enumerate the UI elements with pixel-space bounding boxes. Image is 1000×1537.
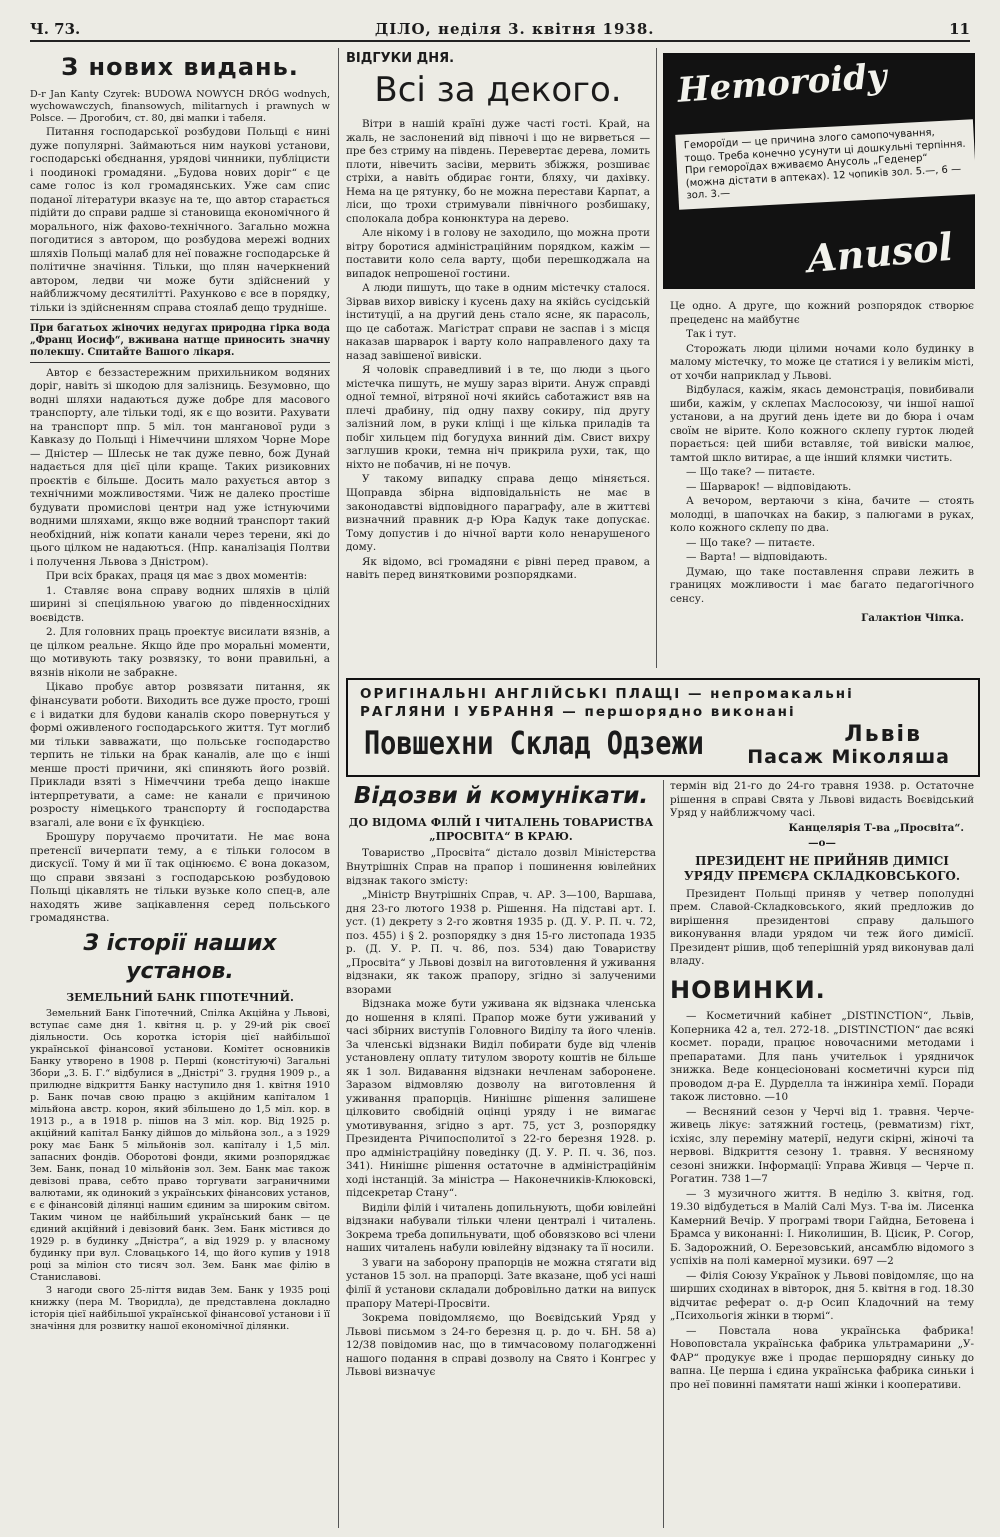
review-paragraph: 2. Для головних праць проектує висилати вязнів, а це цілком реальне. Якщо йде про моральні моменти, що мотивують таку розвязку, то вони правильні, а вязнів ніколи не забракне. [30, 626, 330, 679]
history-heading: З історії наших установ. [83, 930, 277, 985]
page-number: 11 [949, 20, 970, 38]
news-item-music: — З музичного життя. В неділю 3. квітня, год. 19.30 відбудеться в Малій Салі Муз. Т-ва ім. Лисенка Камерний Вечір. У програмі твори Гайдна, Бетовена і Брамса у виконанні: І. Николишин, В. Цісик, Р. Согор, Б. Задорожний, О. Березовський, ансамблю відомого з успіхів на полі камерної музики. 697 —2 [670, 1187, 974, 1268]
anusol-advertisement [663, 53, 975, 289]
anusol-ad-text: Гемороїди — це причина злого самопочування, тощо. Треба конечно усунути ці дошкульні терпіння. При гемороїдах вживаємо Анусоль „Геденер“ (можна дістати в аптеках). 12 чопиків зол. 5.—, 6 — зол. 3.— [675, 119, 976, 209]
feuilleton-continuation: Це одно. А друге, що кожний розпорядок створює прецеденс на майбутнє [670, 300, 974, 326]
prosvita-office-signature: Канцелярія Т-ва „Просвіта“. [788, 821, 964, 834]
book-reference: D-r Jan Kanty Czyrek: BUDOWA NOWYCH DRÓG wodnych, wychowawczych, finansowych, militarnych i prawnych w Polsce. — Дрогобич, ст. 80, дві мапки і табеля. [30, 89, 330, 125]
author-signature: Галактіон Чіпка. [861, 612, 964, 625]
feuilleton-continuation: — Що таке? — питаєте. [686, 536, 816, 549]
feuilleton-paragraph: Як відомо, всі громадяни є рівні перед правом, а навіть перед винятковими розпорядками. [346, 555, 650, 582]
feuilleton-paragraph: Я чоловік справедливий і в те, що люди з цього містечка пишуть, не мушу зараз вірити. Ануж справді одної темної, вітряної ночі якийсь саботажист вяв на плечі драбину, під одну пахву сокиру, під другу залізний лом, в руки кліщі і ще кілька приладів та побіг хильцем під богудуха винний дім. Свист вихру заглушив кроки, темна ніч прикрила рухи, так, що ніхто не побачив, ні не почув. [346, 364, 650, 471]
announcement-paragraph: Відзнака може бути уживана як відзнака членська до ношення в кляпі. Прапор може бути уживаний у часі збірних виступів Головного Виділу та його членів. За членські відзнаки Виділ побирати буде від членів установлену оплату титулом звороту коштів не більше як 1 зол. Видавання відзнаки нечленам заборонене. Заразом відмовляю дозволу на виготовлення й уживання прапорців. Нинішнє рішення залишене цілковито свобідній оцінці уряду і не вимагає умотивування, згідно з арт. 75, уст 3, розпорядку Президента Річипосполитої з 22-го березня 1928. р. про адміністраційну поведінку (Д. У. Р. П. ч. 36, поз. 341). Нинішнє рішення остаточне в адміністраційнім ході інстанцій. За міністра — Наконечників-Клюковскі, підсекретар Стану“. [346, 998, 656, 1200]
feuilleton-continuation: Так і тут. [686, 328, 737, 341]
announcements-heading: Відозви й комунікати. [353, 783, 649, 809]
review-paragraph: Автор є беззастережним прихильником водяних доріг, навіть зі шкодою для залізниць. Безумовно, що водні шляхи надаються дуже добре для масового транспорту, але тільки тоді, як є що возити. Рахувати на транспорт ппр. 5 міл. тон манганової руди з Кавказу до Польщі і Німеччини шляхом Чорне Море — Дністер — Шлеськ не так дуже певно, бож Дунай надається для цієї ціли краще. Таких ризиковних проєктів є більше. Досить мало рахується автор з технічними можливостями. Чиж не далеко простіше будувати промислові центри над уже істнуючими водними шляхами, якщо вже водний транспорт такий необхідний, ніж копати канали через терени, які до цього цілком не надаються. (Нпр. каналізація Полтви і получення Львова з Дністром). [30, 366, 330, 568]
feuilleton-continuation: Думаю, що таке поставлення справи лежить в границях можливости і має багато педагогічного сенсу. [670, 565, 974, 605]
review-paragraph: 1. Ставляє вона справу водних шляхів в цілій ширині зі спеціяльною увагою до південносхідних воєвідств. [30, 584, 330, 624]
feuilleton-continuation: — Шарварок! — відповідають. [686, 480, 852, 493]
new-publications-heading: З нових видань. [61, 53, 299, 81]
announcement-paragraph: „Міністр Внутрішніх Справ, ч. АР. 3—100, Варшава, дня 23-го лютого 1938 р. Рішення. На підставі арт. І. уст. (1) декрету з 2-го жовтня 1935 р. (Д. У. Р. П. ч. 72, поз. 455) і § 2. розпорядку з дня 15-го листопада 1935 р. (Д. У. Р. П. ч. 86, поз. 534) даю Товариству „Просвіта“ у Львові дозвіл на виготовлення й уживання відзнаки, як також прапору, згідно зі залученими взорами [346, 889, 656, 996]
clothing-store-advertisement [346, 678, 980, 777]
column-1 [30, 48, 330, 1533]
feuilleton-continuation: Відбулася, кажім, якась демонстрація, повибивали шиби, кажім, у склепах Маслосоюзу, чи іншої нашої установи, а на другий день ідете ви до бюра і очам своїм не вірите. Коло кожного склепу гурток людей порається: цей шиби вставляє, той вивіски малює, тамтой шкло витирає, а ще інший клямки чистить. [670, 384, 974, 464]
president-news-paragraph: Президент Польщі приняв у четвер пополудні прем. Славой-Складковського, який предложив до вирішення президентові справу дальшого виконування влади урядом чи теж його димісії. Президент рішив, щоб теперішній уряд виконував далі владу. [670, 887, 974, 968]
announcement-paragraph: Товариство „Просвіта“ дістало дозвіл Міністерства Внутрішніх Справ на прапор і пошинення ювілейних відзнак такого змісту: [346, 847, 656, 887]
feuilleton-kicker: ВІДГУКИ ДНЯ. [346, 51, 455, 66]
issue-number: Ч. 73. [30, 20, 81, 38]
feuilleton-paragraph: Але нікому і в голову не заходило, що можна проти вітру боротися адміністраційним порядком, кажім — поставити коло села варту, щоби перешкоджала на випадок непрошеної гостини. [346, 227, 650, 280]
feuilleton-continuation: — Що таке? — питаєте. [686, 466, 816, 479]
review-paragraph: Брошуру поручаємо прочитати. Не має вона претенсії вичерпати тему, а є тільки голосом в дискусії. Тому й ми її так оцінюємо. Є вона доказом, що справи звязані з господарською розбудовою Польщі цікавлять не тільки вузьке коло спец-в, але находять живе зацікавлення серед польського громадянства. [30, 831, 330, 925]
store-city: Львів [844, 722, 922, 747]
announcement-paragraph: Зокрема повідомляємо, що Воєвідський Уряд у Львові письмом з 24-го березня ц. р. до ч. БН. 58 а) 12/38 повідомив нас, що в тимчасовому полагодженні нашого подання в справі дозволу на Свято і Конгрес у Львові визначує [346, 1312, 656, 1379]
masthead-date: ДІЛО, неділя 3. квітня 1938. [374, 20, 655, 38]
feuilleton-title: Всі за декого. [374, 69, 622, 110]
feuilleton-paragraph: Вітри в нашій країні дуже часті гості. Край, на жаль, не заслонений від півночі і що не вирветься — пре без стриму на південь. Перевертає дерева, ломить плоти, нівечить засіви, мервить збіжжя, розшиває стріхи, а навіть обдирає гонти, бляху, чи дахівку. Нема на це рятунку, бо не можна перестави Карпат, а ліси, що трохи стримували північного розбишаку, сполокала добра конюнктура на дерево. [346, 118, 650, 225]
ad-line-coats: ОРИГІНАЛЬНІ АНГЛІЙСЬКІ ПЛАЩІ — непромакальні [360, 686, 854, 702]
news-item-cosmetics: — Косметичний кабінет „DISTINCTION“, Львів, Коперника 42 а, тел. 272-18. „DISTINCTION“ дає всякі космет. поради, працює новочасними методами і препаратами. Для пань учительок і урядничок знижка. Веде концесіоновані косметичні курси під проводом д-ра Е. Дурделла та інжиніра хемії. Поради також листовно. —10 [670, 1010, 974, 1104]
announcement-paragraph: З уваги на заборону прапорців не можна стягати від установ 15 зол. на прапорці. Зате вказане, щоб усі наші філії й установи складали добровільно датки на випуск прапору Матері-Просвіти. [346, 1256, 656, 1310]
anusol-wordmark: Anusol [805, 223, 955, 282]
history-paragraph: З нагоди свого 25-ліття видав Зем. Банк у 1935 році книжку (пера М. Творидла), де представлена докладно історія цієї найбільшої української фінансової установи і її значіння для розвитку нашої економічної ділянки. [30, 1284, 330, 1332]
store-name: Повшехни Склад Одзежи [364, 724, 704, 762]
hemoroidy-wordmark: Hemoroidy [676, 56, 888, 111]
novinky-heading: НОВИНКИ. [670, 975, 826, 1004]
announcement-paragraph: Виділи філій і читалень допильнують, щоби ювілейні відзнаки набували тільки члени централі і читалень. Зокрема треба допильнувати, щоб обовязково всі члени наших читалень набули ювілейну відзнаку та її носили. [346, 1201, 656, 1255]
news-item-womens-union: — Філія Союзу Українок у Львові повідомляє, що на ширших сходинах в вівторок, дня 5. квітня в год. 18.30 відчитає реферат о. д-р Осип Кладочний на тему „Психольогія жінки в тюрмі“. [670, 1269, 974, 1323]
column-2-top [346, 48, 650, 670]
announcement-continuation: термін від 21-го до 24-го травня 1938. р. Остаточне рішення в справі Свята у Львові видасть Воєвідський Уряд у найближчому часі. [670, 780, 974, 820]
column-3-bottom [670, 780, 974, 1530]
column-2-bottom [346, 780, 656, 1530]
feuilleton-continuation: А вечором, вертаючи з кіна, бачите — стоять молодці, в шапочках на бакир, з палюгами в руках, коло кожного склепу по два. [670, 495, 974, 535]
section-separator: —o— [808, 837, 836, 850]
feuilleton-continuation: Сторожать люди цілими ночами коло будинку в малому містечку, то може це статися і у великім місті, от хочби наприклад у Львові. [670, 342, 974, 382]
column-rule-left [338, 48, 339, 1528]
store-address: Пасаж Міколяша [747, 746, 950, 768]
column-3-top [670, 300, 974, 672]
prosvita-notice-heading: ДО ВІДОМА ФІЛІЙ І ЧИТАЛЕНЬ ТОВАРИСТВА „ПРОСВІТА“ В КРАЮ. [348, 815, 654, 844]
history-paragraph: Земельний Банк Гіпотечний, Спілка Акційна у Львові, вступає саме дня 1. квітня ц. р. у 29-ий рік своєї діяльности. Ось коротка історія цієї найбільшої української фінансової установи. Комітет основників Банку утворено в 1908 р. Перші (констітуючі) Загальні Збори „З. Б. Г.“ відбулися в „Дністрі“ 3. грудня 1909 р., а прилюдне відкриття Банку наступило дня 1. квітня 1910 р. Банк почав свою працю з акційним капіталом 1 мільйона австр. корон, який збільшено до 1,5 міл. кор. в 1913 р., а в 1918 р. пішов на 3 міл. кор. Від 1925 р. акційний капітал Банку дійшов до мільйона зол., а з 1929 року має Банк 5 мільйонів зол. капіталу і 1,5 міл. запасних фондів. Оборотові фонди, якими розпоряджає Зем. Банк, понад 10 мільйонів зол. Зем. Банк має також девізові права, себто право торгувати заграничними валютами, як одинокий з українських фінансових установ, є є фінансовій ділянці нашим єдиним за широким світом. Таким чином це найбільший український банк — це єдиний акційний і девізовий банк. Зем. Банк містився до 1929 р. в будинку „Дністра“, а від 1929 р. у власному будинку при вул. Словацького 14, що його купив у 1918 році за міліон сто тисяч зол. Зем. Банк має філію в Станиславові. [30, 1008, 330, 1283]
review-paragraph: Питання господарської розбудови Польщі є нині дуже популярні. Займаються ним наукові установи, господарські обєднання, урядові чинники, публіцисти і поодинокі громадяни. „Будова нових доріг“ є це саме голос із кол громадянських. Уже сам спис поданої літератури вказує на те, що автор старається підійти до справи радше зі становища економічного й морального, ніж фахово-технічного. Загально можна погодитися з автором, що розбудова мережі водних шляхів Польщі малаб для неї поважне господарське й політичне значіння. Тільки, що плян начеркнений автором, ледви чи може бути здійснений у найближчому десятилітті. Рахунково є все в порядку, тільки із здійсненням справа стоялаб дещо трудніше. [30, 126, 330, 314]
news-item-factory: — Повстала нова українська фабрика! Новоповстала українська фабрика ультрамарини „У-ФАР“ продукує вже і продає першорядну синьку до вапна. Це перша і єдина українська фабрика синьки і про неї повинні памятати наші жінки і кооперативи. [670, 1324, 974, 1391]
column-rule-right-top [656, 48, 657, 668]
ad-line-raglans: РАГЛЯНИ І УБРАННЯ — першорядно виконані [360, 704, 796, 720]
review-paragraph: Цікаво пробує автор розвязати питання, як фінансувати роботи. Виходить все дуже просто, гроші є і видатки для будови каналів скоро повернуться у формі оживленого господарського життя. Тут моглиб ми тільки завважати, що польське господарство терпить не тільки на брак каналів, але що є інші менше прості причини, які спиняють його розвій. Приклади взяті з Німеччини треба дещо інакше інтерпретувати, а саме: не канали є причиною розросту німецького транспорту й господарства взагалі, але вони є їх функцією. [30, 681, 330, 829]
feuilleton-paragraph: У такому випадку справа дещо міняється. Щоправда збірна відповідальність не має в законодавстві відповідного параграфу, але в життєві визначний правник д-р Юра Кадук таке допускає. Тому допустив і до нічної варти коло ненарушеного дому. [346, 473, 650, 554]
column-rule-right-bottom [663, 780, 664, 1528]
feuilleton-continuation: — Варта! — відповідають. [686, 551, 828, 564]
review-paragraph: При всіх браках, праця ця має з двох моментів: [46, 570, 308, 583]
mineral-water-notice: При багатьох жіночих недугах природна гірка вода „Франц Иосиф“, вживана натще приносить значну полекшу. Спитайте Вашого лікаря. [30, 319, 330, 362]
page-header [30, 18, 970, 42]
president-news-heading: ПРЕЗИДЕНТ НЕ ПРИЙНЯВ ДИМІСІ УРЯДУ ПРЕМЄРА СКЛАДКОВСЬКОГО. [683, 853, 960, 884]
land-bank-subheading: ЗЕМЕЛЬНИЙ БАНК ГІПОТЕЧНИЙ. [66, 990, 294, 1004]
feuilleton-paragraph: А люди пишуть, що таке в одним містечку сталося. Зірвав вихор вивіску і кусень даху на якійсь сусідській інституції, а на другий день стало ясне, як парасоль, що це саботаж. Магістрат справи не заспав і з місця наказав шарварок і варту коло направленого даху та назад завішеної вивіски. [346, 282, 650, 362]
news-item-spa: — Весняний сезон у Черчі від 1. травня. Черче-живець лікує: затяжний гостець, (ревматизм) гіхт, ісхіяс, злу переміну матерії, недуги скірні, жіночі та нервові. Відкриття сезону 1. травня. У весняному сезоні знижки. Інформації: Управа Живця — Черче п. Рогатин. 738 1—7 [670, 1105, 974, 1186]
